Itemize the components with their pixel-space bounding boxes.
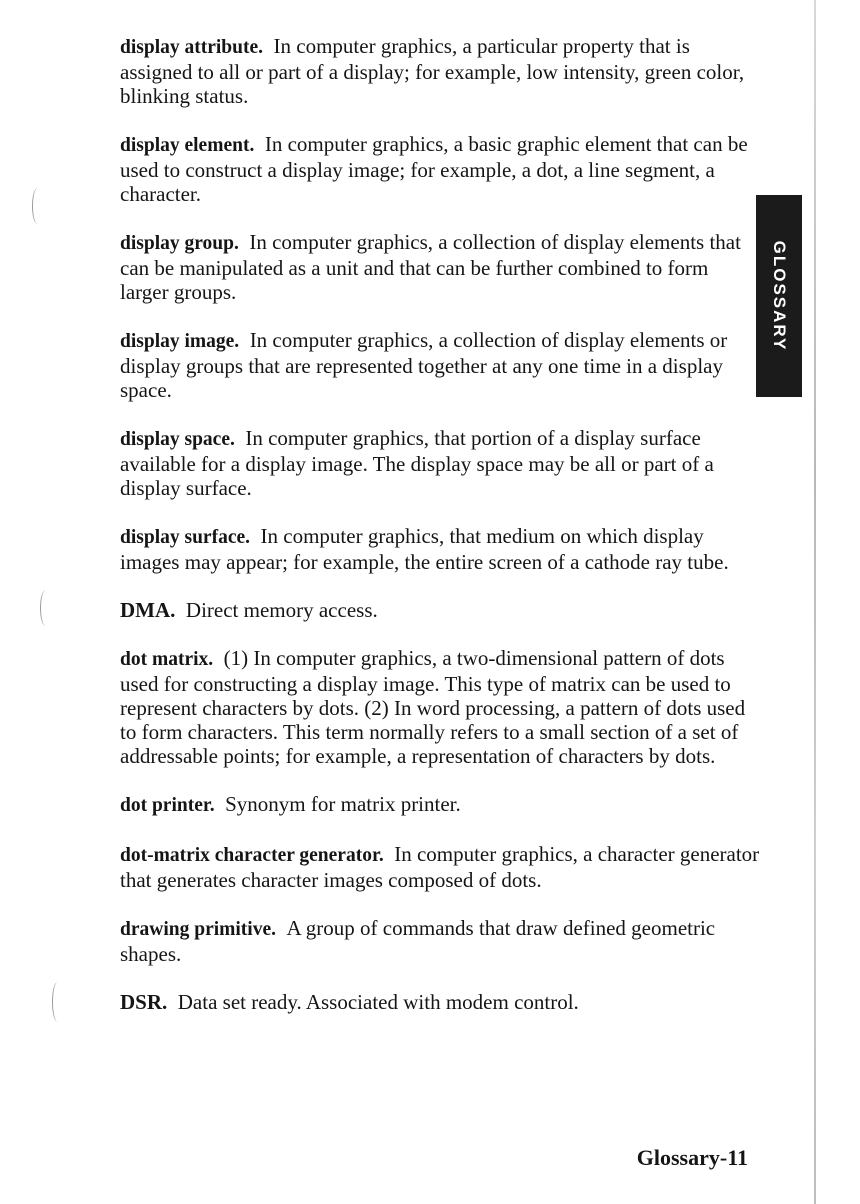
entry-definition: Data set ready. Associated with modem control. [177, 990, 579, 1014]
entry-term: DSR. [120, 990, 168, 1014]
entry-term: display surface. [120, 527, 251, 548]
glossary-tab-label: GLOSSARY [770, 240, 789, 352]
glossary-entry [120, 328, 760, 402]
glossary-section-tab [756, 195, 802, 397]
glossary-entry [120, 132, 760, 206]
entry-definition: In computer graphics, a basic graphic element that can be used to construct a display image; for example, a dot, a line segment, a character. [120, 132, 748, 206]
binding-hole-mark [40, 590, 51, 626]
entry-definition: In computer graphics, that portion of a display surface available for a display image. The display space may be all or part of a display surface. [120, 426, 714, 500]
entry-definition: In computer graphics, a collection of display elements that can be manipulated as a unit and that can be further combined to form larger groups. [120, 230, 741, 304]
page-number: Glossary-11 [636, 1145, 748, 1170]
glossary-entry [120, 916, 760, 966]
entry-term: dot matrix. [120, 649, 214, 670]
binding-hole-mark [52, 982, 63, 1022]
binding-hole-mark [32, 188, 43, 224]
entry-definition: In computer graphics, a particular property that is assigned to all or part of a display; for example, low intensity, green color, blinking status. [120, 34, 745, 108]
entry-definition: Synonym for matrix printer. [225, 792, 461, 816]
glossary-entry [120, 230, 760, 304]
entry-term: drawing primitive. [120, 919, 276, 940]
entry-term: display attribute. [120, 37, 264, 58]
entry-definition: In computer graphics, that medium on which display images may appear; for example, the entire screen of a cathode ray tube. [120, 524, 729, 574]
glossary-entry [120, 792, 760, 818]
glossary-entry [120, 524, 760, 574]
glossary-entry [120, 426, 760, 500]
glossary-entry [120, 842, 760, 892]
glossary-entry [120, 598, 760, 622]
entry-definition: (1) In computer graphics, a two-dimensional pattern of dots used for constructing a display image. This type of matrix can be used to represent characters by dots. (2) In word processing, a pattern of dots used to form characters. This term normally refers to a small section of a set of addressable points; for example, a representation of characters by dots. [120, 646, 746, 768]
glossary-entries [120, 34, 760, 1014]
entry-definition: A group of commands that draw defined geometric shapes. [120, 916, 716, 966]
entry-term: display group. [120, 233, 239, 254]
glossary-entry [120, 646, 760, 768]
entry-term: dot-matrix character generator. [120, 845, 384, 866]
entry-term: display element. [120, 135, 255, 156]
entry-term: display image. [120, 331, 240, 352]
glossary-entry [120, 34, 760, 108]
glossary-entry [120, 990, 760, 1014]
entry-definition: In computer graphics, a collection of display elements or display groups that are represented together at any one time in a display space. [120, 328, 728, 402]
entry-definition: In computer graphics, a character generator that generates character images composed of dots. [120, 842, 760, 892]
entry-term: DMA. [120, 598, 176, 622]
entry-term: dot printer. [120, 795, 215, 816]
entry-definition: Direct memory access. [185, 598, 378, 622]
page-edge-line [814, 0, 816, 1204]
entry-term: display space. [120, 429, 235, 450]
